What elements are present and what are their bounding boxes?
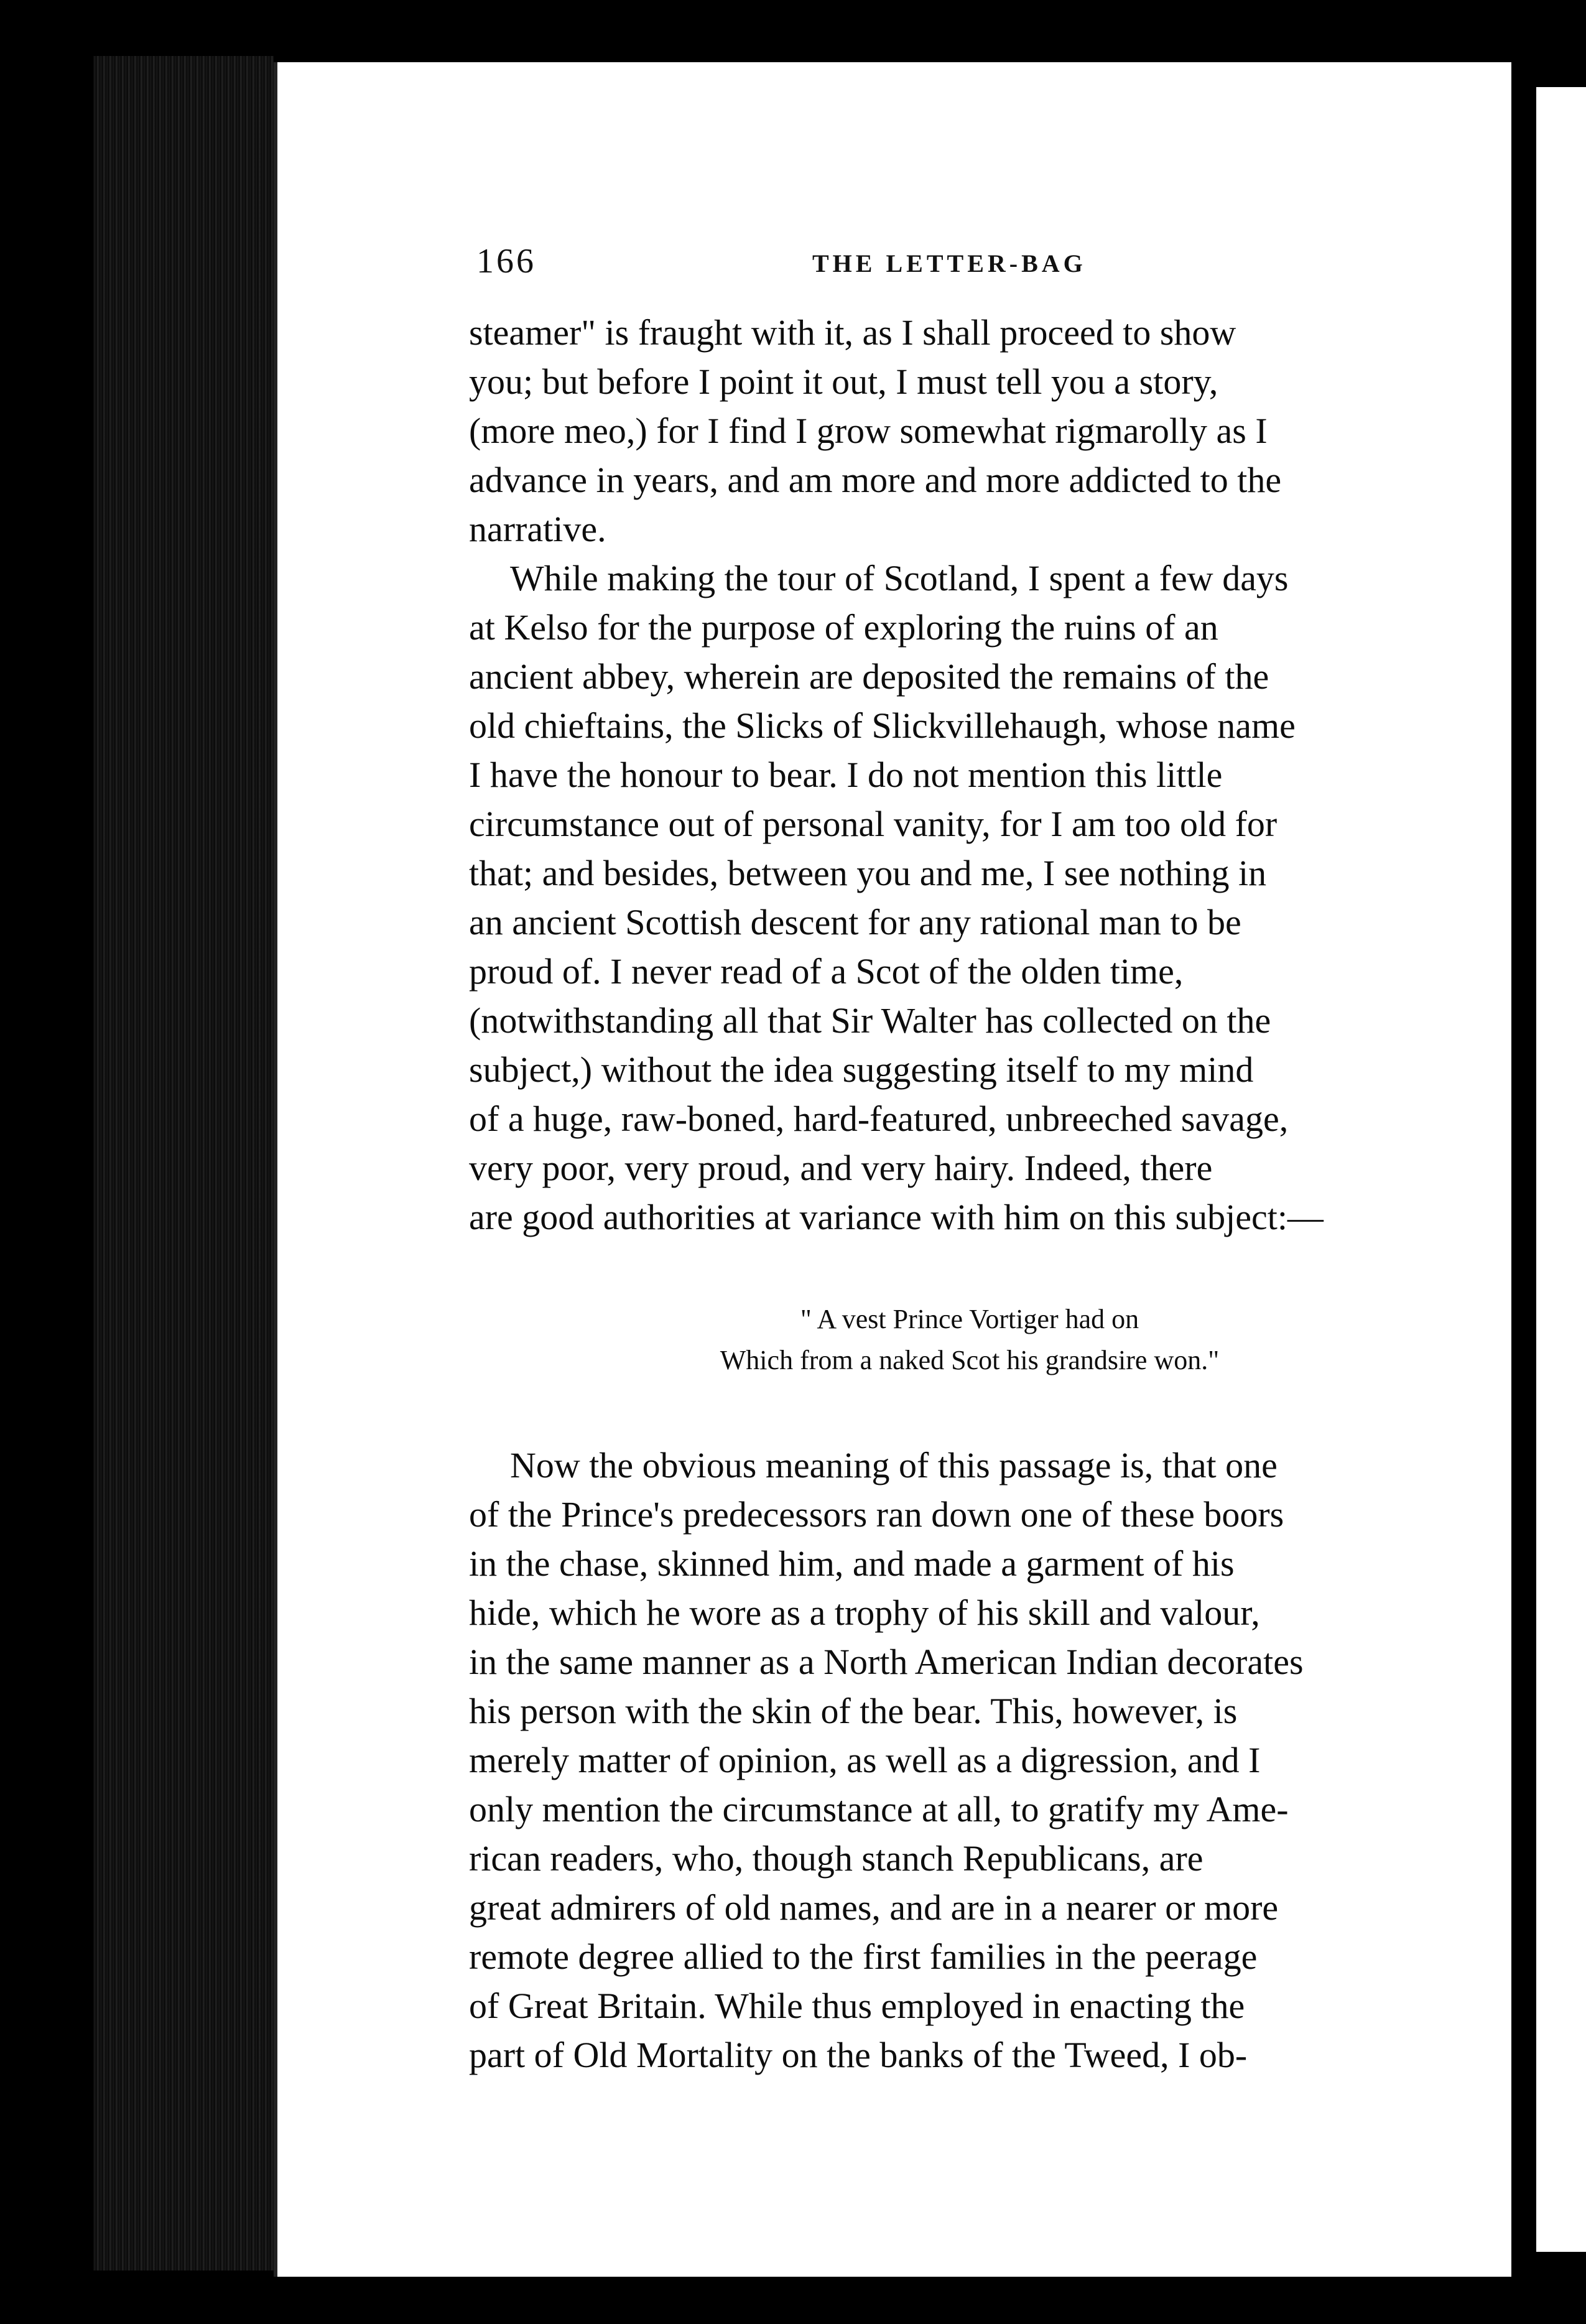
- text-line: narrative.: [469, 509, 606, 549]
- text-line: in the chase, skinned him, and made a garment of his: [469, 1543, 1235, 1584]
- text-line: rican readers, who, though stanch Republicans, are: [469, 1838, 1203, 1879]
- text-line: (more meo,) for I find I grow somewhat rigmarolly as I: [469, 411, 1268, 451]
- text-line: advance in years, and am more and more addicted to the: [469, 460, 1282, 500]
- text-line: at Kelso for the purpose of exploring the ruins of an: [469, 607, 1218, 648]
- page-header: [476, 241, 1509, 297]
- text-line: (notwithstanding all that Sir Walter has collected on the: [469, 1000, 1271, 1041]
- text-line: circumstance out of personal vanity, for I am too old for: [469, 804, 1278, 844]
- text-line: Now the obvious meaning of this passage is, that one: [510, 1445, 1278, 1485]
- body-text: [469, 308, 1470, 2080]
- paragraph-3: [469, 1441, 1470, 2080]
- text-line: are good authorities at variance with him on this subject:—: [469, 1197, 1324, 1237]
- text-line: While making the tour of Scotland, I spent a few days: [510, 558, 1289, 598]
- text-line: of a huge, raw-boned, hard-featured, unbreeched savage,: [469, 1099, 1289, 1139]
- facing-page-strip: [1536, 87, 1586, 2252]
- quote-line-1: " A vest Prince Vortiger had on: [800, 1304, 1139, 1334]
- text-line: I have the honour to bear. I do not mention this little: [469, 755, 1223, 795]
- text-line: steamer" is fraught with it, as I shall proceed to show: [469, 312, 1236, 353]
- text-line: remote degree allied to the first families in the peerage: [469, 1936, 1258, 1977]
- text-line: of the Prince's predecessors ran down one of these boors: [469, 1494, 1284, 1535]
- text-line: that; and besides, between you and me, I see nothing in: [469, 853, 1267, 893]
- paragraph-2: [469, 554, 1470, 1242]
- text-line: an ancient Scottish descent for any rational man to be: [469, 902, 1241, 942]
- text-line: of Great Britain. While thus employed in enacting the: [469, 1986, 1245, 2026]
- text-line: very poor, very proud, and very hairy. Indeed, there: [469, 1148, 1213, 1188]
- text-line: merely matter of opinion, as well as a digression, and I: [469, 1740, 1261, 1780]
- text-line: subject,) without the idea suggesting itself to my mind: [469, 1049, 1254, 1090]
- running-title: THE LETTER-BAG: [812, 249, 1087, 277]
- text-line: part of Old Mortality on the banks of the Tweed, I ob-: [469, 2035, 1248, 2075]
- page-number: 166: [476, 242, 536, 281]
- text-line: only mention the circumstance at all, to gratify my Ame-: [469, 1789, 1289, 1829]
- text-line: in the same manner as a North American Indian decorates: [469, 1642, 1304, 1682]
- text-line: his person with the skin of the bear. This, however, is: [469, 1691, 1238, 1731]
- text-line: proud of. I never read of a Scot of the olden time,: [469, 951, 1184, 992]
- verse-quotation: [469, 1299, 1470, 1381]
- page-sheet: [274, 62, 1515, 2277]
- text-line: ancient abbey, wherein are deposited the remains of the: [469, 656, 1269, 697]
- text-line: you; but before I point it out, I must tell you a story,: [469, 361, 1218, 402]
- book-page-edge: [93, 56, 274, 2271]
- quote-line-2: Which from a naked Scot his grandsire won.": [720, 1345, 1220, 1375]
- text-line: hide, which he wore as a trophy of his skill and valour,: [469, 1592, 1260, 1633]
- paragraph-1: [469, 308, 1470, 554]
- text-line: old chieftains, the Slicks of Slickvillehaugh, whose name: [469, 705, 1296, 746]
- text-line: great admirers of old names, and are in a nearer or more: [469, 1887, 1279, 1928]
